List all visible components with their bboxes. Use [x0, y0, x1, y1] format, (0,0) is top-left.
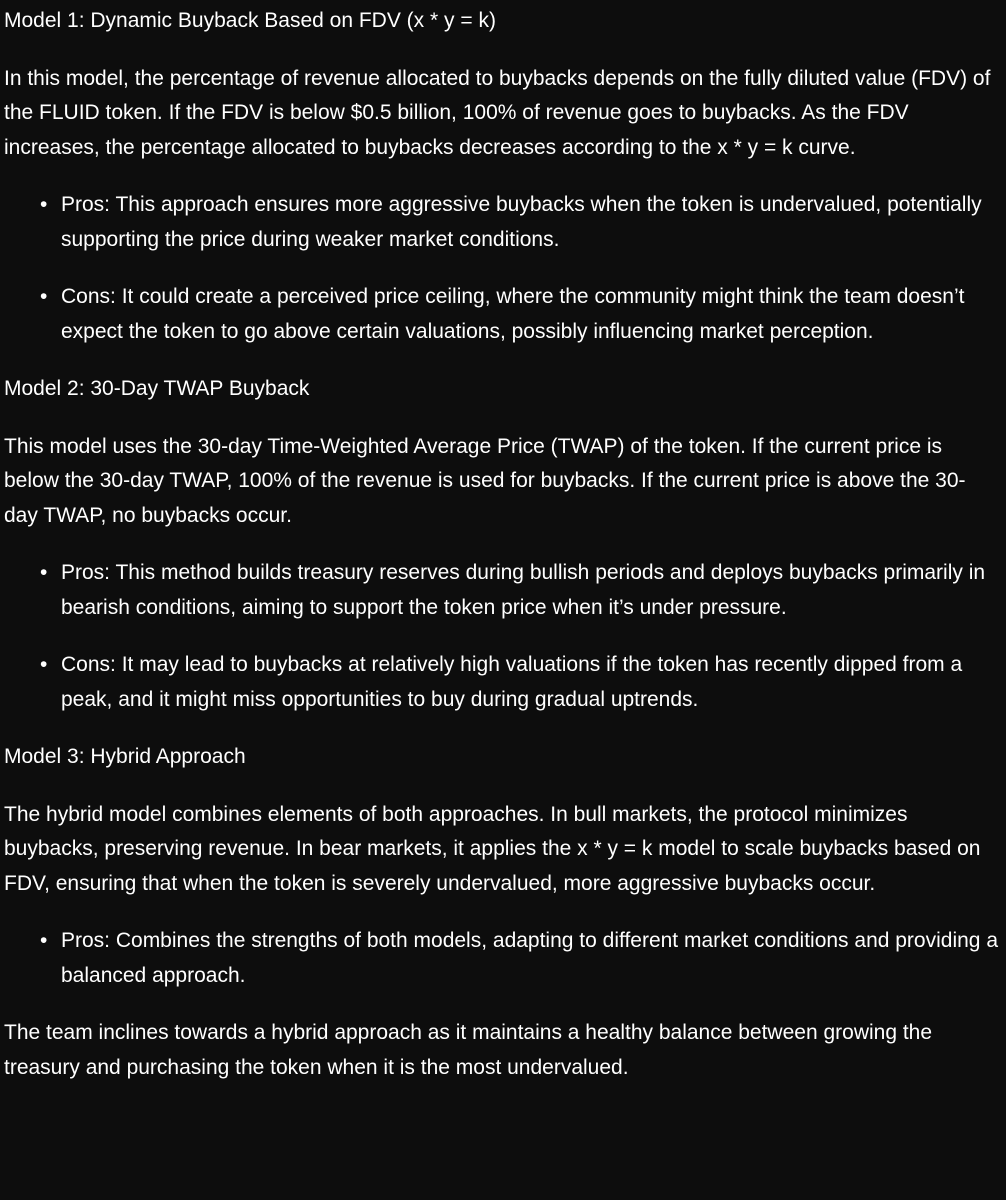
bullet-list — [4, 188, 998, 349]
bullet-item-pros — [4, 556, 998, 625]
bullet-icon: • — [40, 929, 48, 952]
bullet-text: Cons: It may lead to buybacks at relatively high valuations if the token has recently dipped from a peak, and it might miss opportunities to buy during gradual uptrends. — [61, 653, 963, 711]
bullet-icon: • — [40, 193, 48, 216]
section-heading: Model 3: Hybrid Approach — [4, 745, 246, 768]
bullet-item-pros — [4, 924, 998, 993]
bullet-item-cons — [4, 648, 998, 717]
bullet-icon: • — [40, 653, 48, 676]
conclusion-paragraph: The team inclines towards a hybrid approach as it maintains a healthy balance between growing the treasury and purchasing the token when it is the most undervalued. — [4, 1021, 933, 1079]
section-heading: Model 1: Dynamic Buyback Based on FDV (x * y = k) — [4, 9, 496, 32]
section-paragraph: This model uses the 30-day Time-Weighted Average Price (TWAP) of the token. If the current price is below the 30-day TWAP, 100% of the revenue is used for buybacks. If the current price is above the 30-day TWAP, no buybacks occur. — [4, 434, 966, 527]
section-paragraph: In this model, the percentage of revenue allocated to buybacks depends on the fully diluted value (FDV) of the FLUID token. If the FDV is below $0.5 billion, 100% of revenue goes to buybacks. As the FDV increases, the percentage allocated to buybacks decreases according to the x * y = k curve. — [4, 66, 991, 159]
bullet-text: Cons: It could create a perceived price ceiling, where the community might think the team doesn’t expect the token to go above certain valuations, possibly influencing market perception. — [61, 285, 965, 343]
section-model-3 — [4, 740, 998, 993]
bullet-icon: • — [40, 561, 48, 584]
bullet-icon: • — [40, 285, 48, 308]
section-model-1 — [4, 4, 998, 349]
bullet-list — [4, 556, 998, 717]
bullet-text: Pros: Combines the strengths of both models, adapting to different market conditions and providing a balanced approach. — [61, 929, 998, 987]
bullet-text: Pros: This approach ensures more aggressive buybacks when the token is undervalued, potentially supporting the price during weaker market conditions. — [61, 193, 982, 251]
section-model-2 — [4, 372, 998, 717]
bullet-text: Pros: This method builds treasury reserves during bullish periods and deploys buybacks primarily in bearish conditions, aiming to support the token price when it’s under pressure. — [61, 561, 986, 619]
section-paragraph: The hybrid model combines elements of both approaches. In bull markets, the protocol minimizes buybacks, preserving revenue. In bear markets, it applies the x * y = k model to scale buybacks based on FDV, ensuring that when the token is severely undervalued, more aggressive buybacks occur. — [4, 802, 981, 895]
bullet-list — [4, 924, 998, 993]
section-heading: Model 2: 30-Day TWAP Buyback — [4, 377, 310, 400]
bullet-item-pros — [4, 188, 998, 257]
bullet-item-cons — [4, 280, 998, 349]
